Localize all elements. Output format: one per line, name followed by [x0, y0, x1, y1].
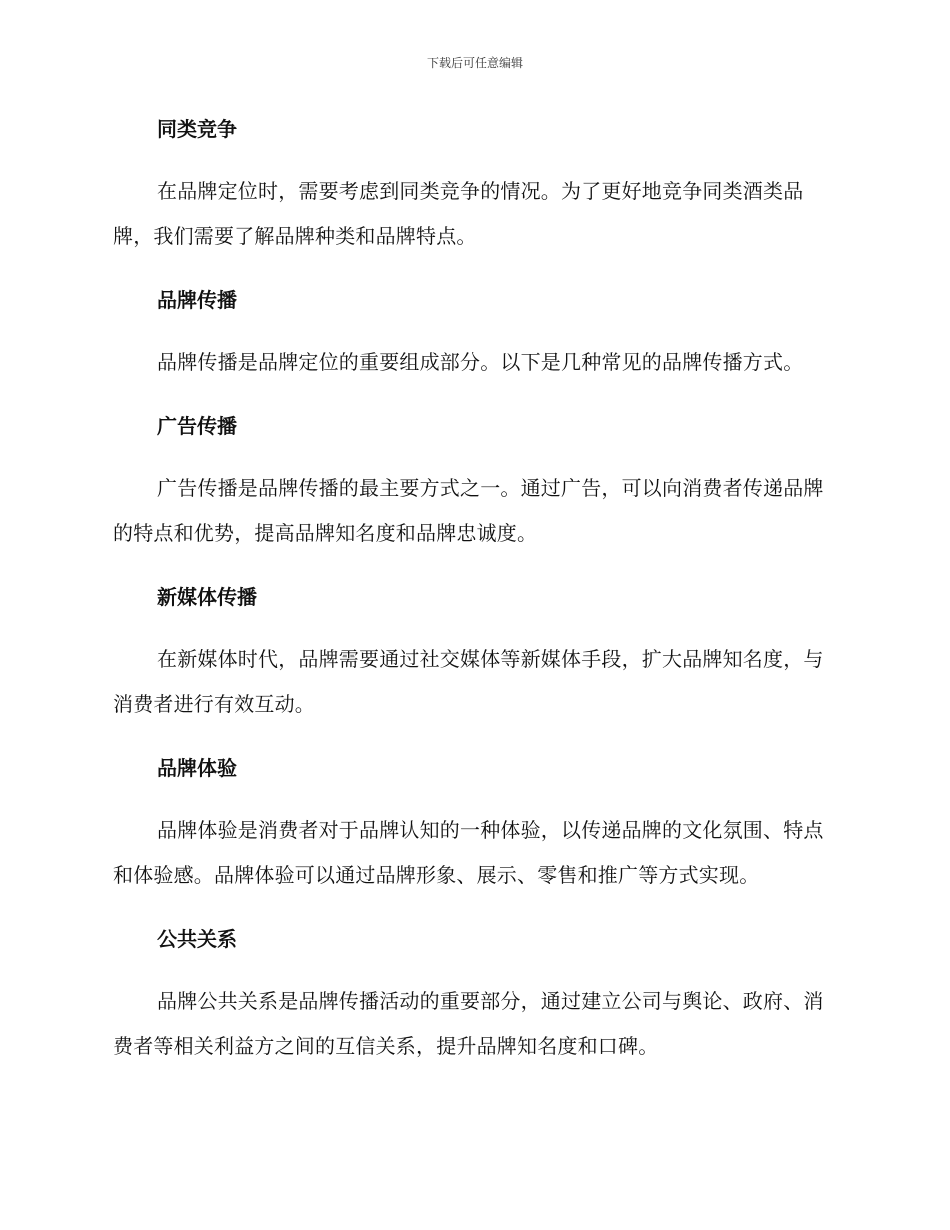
section-heading: 公共关系: [157, 927, 237, 951]
section-heading: 同类竞争: [157, 117, 237, 141]
section-paragraph: 广告传播是品牌传播的最主要方式之一。通过广告，可以向消费者传递品牌的特点和优势，提高品牌知名度和品牌忠诚度。: [113, 476, 824, 545]
section-paragraph: 品牌体验是消费者对于品牌认知的一种体验，以传递品牌的文化氛围、特点和体验感。品牌体验可以通过品牌形象、展示、零售和推广等方式实现。: [113, 818, 824, 887]
section-paragraph: 在品牌定位时，需要考虑到同类竞争的情况。为了更好地竞争同类酒类品牌，我们需要了解品牌种类和品牌特点。: [113, 179, 804, 248]
header-note: 下载后可任意编辑: [426, 56, 523, 70]
section-paragraph: 品牌传播是品牌定位的重要组成部分。以下是几种常见的品牌传播方式。: [157, 350, 804, 374]
section-paragraph: 品牌公共关系是品牌传播活动的重要部分，通过建立公司与舆论、政府、消费者等相关利益方之间的互信关系，提升品牌知名度和口碑。: [113, 989, 824, 1058]
section-heading: 广告传播: [157, 414, 237, 438]
document-body: [113, 112, 833, 1093]
section-heading: 品牌体验: [157, 756, 237, 780]
section-heading: 品牌传播: [157, 288, 237, 312]
section-heading: 新媒体传播: [157, 585, 257, 609]
section-paragraph: 在新媒体时代，品牌需要通过社交媒体等新媒体手段，扩大品牌知名度，与消费者进行有效互动。: [113, 647, 824, 716]
